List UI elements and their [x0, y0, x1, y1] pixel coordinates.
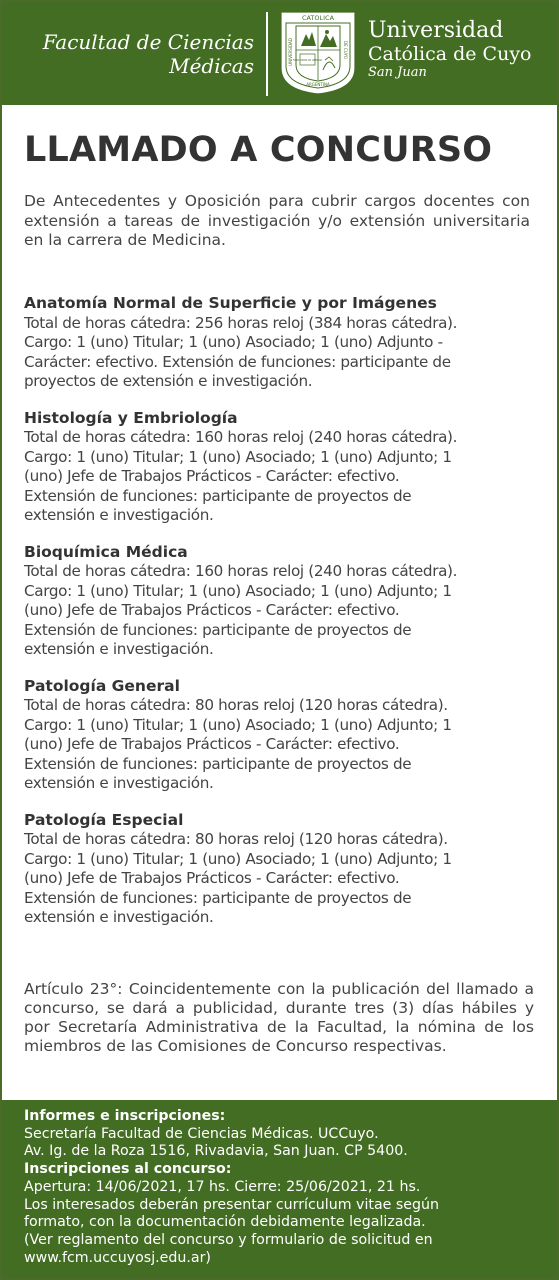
article-23-paragraph: Artículo 23°: Coincidentemente con la publicación del llamado a concurso, se dará a publicidad, durante tres (3) días hábiles y por Secretaría Administrativa de la Facultad, la nómina de los miembros de las Comisiones de Concurso respectivas. [24, 980, 534, 1055]
faculty-name-line2: Médicas [169, 54, 254, 78]
position-section [24, 543, 544, 660]
university-name-line2: Católica de Cuyo [368, 43, 532, 65]
page-title: LLAMADO A CONCURSO [24, 130, 493, 170]
seal-left-text: UNIVERSIDAD [288, 38, 293, 66]
seal-bottom-text: ARGENTINA [306, 82, 330, 87]
header-divider [266, 12, 268, 96]
university-name [368, 19, 532, 81]
inscription-line: (Ver reglamento del concurso y formulario de solicitud en [24, 1231, 433, 1248]
seal-book-text: FORMATIONS DE LIBERTAD [292, 59, 323, 62]
position-heading: Patología General [24, 676, 180, 695]
position-line: Extensión de funciones: participante de proyectos de [24, 888, 412, 907]
position-line: Cargo: 1 (uno) Titular; 1 (uno) Asociado; 1 (uno) Adjunto; 1 [24, 447, 452, 466]
position-line: (uno) Jefe de Trabajos Prácticos - Carácter: efectivo. [24, 869, 400, 887]
website-link[interactable]: www.fcm.uccuyosj.edu.ar) [24, 1249, 211, 1266]
position-line: (uno) Jefe de Trabajos Prácticos - Carácter: efectivo. [24, 601, 400, 619]
position-line: extensión e investigación. [24, 640, 214, 658]
position-section [24, 294, 544, 392]
position-line: extensión e investigación. [24, 908, 214, 926]
position-heading: Histología y Embriología [24, 408, 238, 427]
footer-banner [2, 1100, 557, 1278]
position-line: Total de horas cátedra: 256 horas reloj (384 horas cátedra). [24, 313, 458, 332]
header-banner [2, 2, 557, 105]
footer-content [24, 1108, 539, 1267]
position-section [24, 409, 544, 526]
info-line: Secretaría Facultad de Ciencias Médicas. UCCuyo. [24, 1125, 379, 1142]
position-line: Total de horas cátedra: 160 horas reloj (240 horas cátedra). [24, 428, 458, 446]
seal-top-text: CATOLICA [301, 14, 335, 22]
position-line: Total de horas cátedra: 160 horas reloj (240 horas cátedra). [24, 562, 458, 580]
position-line: extensión e investigación. [24, 506, 214, 524]
university-location: San Juan [368, 65, 427, 80]
position-line: (uno) Jefe de Trabajos Prácticos - Carácter: efectivo. [24, 467, 400, 485]
inscription-line: formato, con la documentación debidamente legalizada. [24, 1214, 426, 1231]
position-line: Cargo: 1 (uno) Titular; 1 (uno) Asociado; 1 (uno) Adjunto; 1 [24, 849, 452, 868]
seal-right-text: DE CUYO [343, 41, 348, 59]
position-heading: Anatomía Normal de Superficie y por Imágenes [24, 294, 437, 312]
university-name-line1: Universidad [368, 18, 504, 43]
position-line: (uno) Jefe de Trabajos Prácticos - Carácter: efectivo. [24, 735, 400, 753]
position-section [24, 677, 544, 794]
position-line: Cargo: 1 (uno) Titular; 1 (uno) Asociado; 1 (uno) Adjunto; 1 [24, 715, 452, 734]
position-line: Total de horas cátedra: 80 horas reloj (120 horas cátedra). [24, 830, 448, 848]
position-heading: Bioquímica Médica [24, 542, 188, 561]
position-line: proyectos de extensión e investigación. [24, 372, 313, 390]
inscription-dates: Apertura: 14/06/2021, 17 hs. Cierre: 25/06/2021, 21 hs. [24, 1178, 421, 1195]
position-line: Cargo: 1 (uno) Titular; 1 (uno) Asociado; 1 (uno) Adjunto - [24, 333, 443, 351]
position-line: extensión e investigación. [24, 774, 214, 792]
university-seal-icon [279, 10, 357, 96]
inscription-line: Los interesados deberán presentar currículum vitae según [24, 1196, 439, 1213]
position-line: Extensión de funciones: participante de proyectos de [24, 486, 412, 505]
position-heading: Patología Especial [24, 810, 184, 829]
info-heading: Informes e inscripciones: [24, 1108, 226, 1124]
position-line: Extensión de funciones: participante de proyectos de [24, 620, 412, 639]
position-line: Cargo: 1 (uno) Titular; 1 (uno) Asociado; 1 (uno) Adjunto; 1 [24, 581, 452, 600]
position-line: Total de horas cátedra: 80 horas reloj (120 horas cátedra). [24, 696, 448, 714]
info-address: Av. Ig. de la Roza 1516, Rivadavia, San Juan. CP 5400. [24, 1143, 408, 1160]
faculty-name [2, 30, 254, 78]
intro-paragraph: De Antecedentes y Oposición para cubrir cargos docentes con extensión a tareas de investigación y/o extensión universitaria en la carrera de Medicina. [24, 192, 530, 249]
position-line: Carácter: efectivo. Extensión de funciones: participante de [24, 352, 451, 371]
position-line: Extensión de funciones: participante de proyectos de [24, 754, 412, 773]
position-section [24, 811, 544, 928]
faculty-name-line1: Facultad de Ciencias [42, 30, 254, 54]
positions-list [24, 294, 544, 945]
inscription-heading: Inscripciones al concurso: [24, 1161, 232, 1178]
